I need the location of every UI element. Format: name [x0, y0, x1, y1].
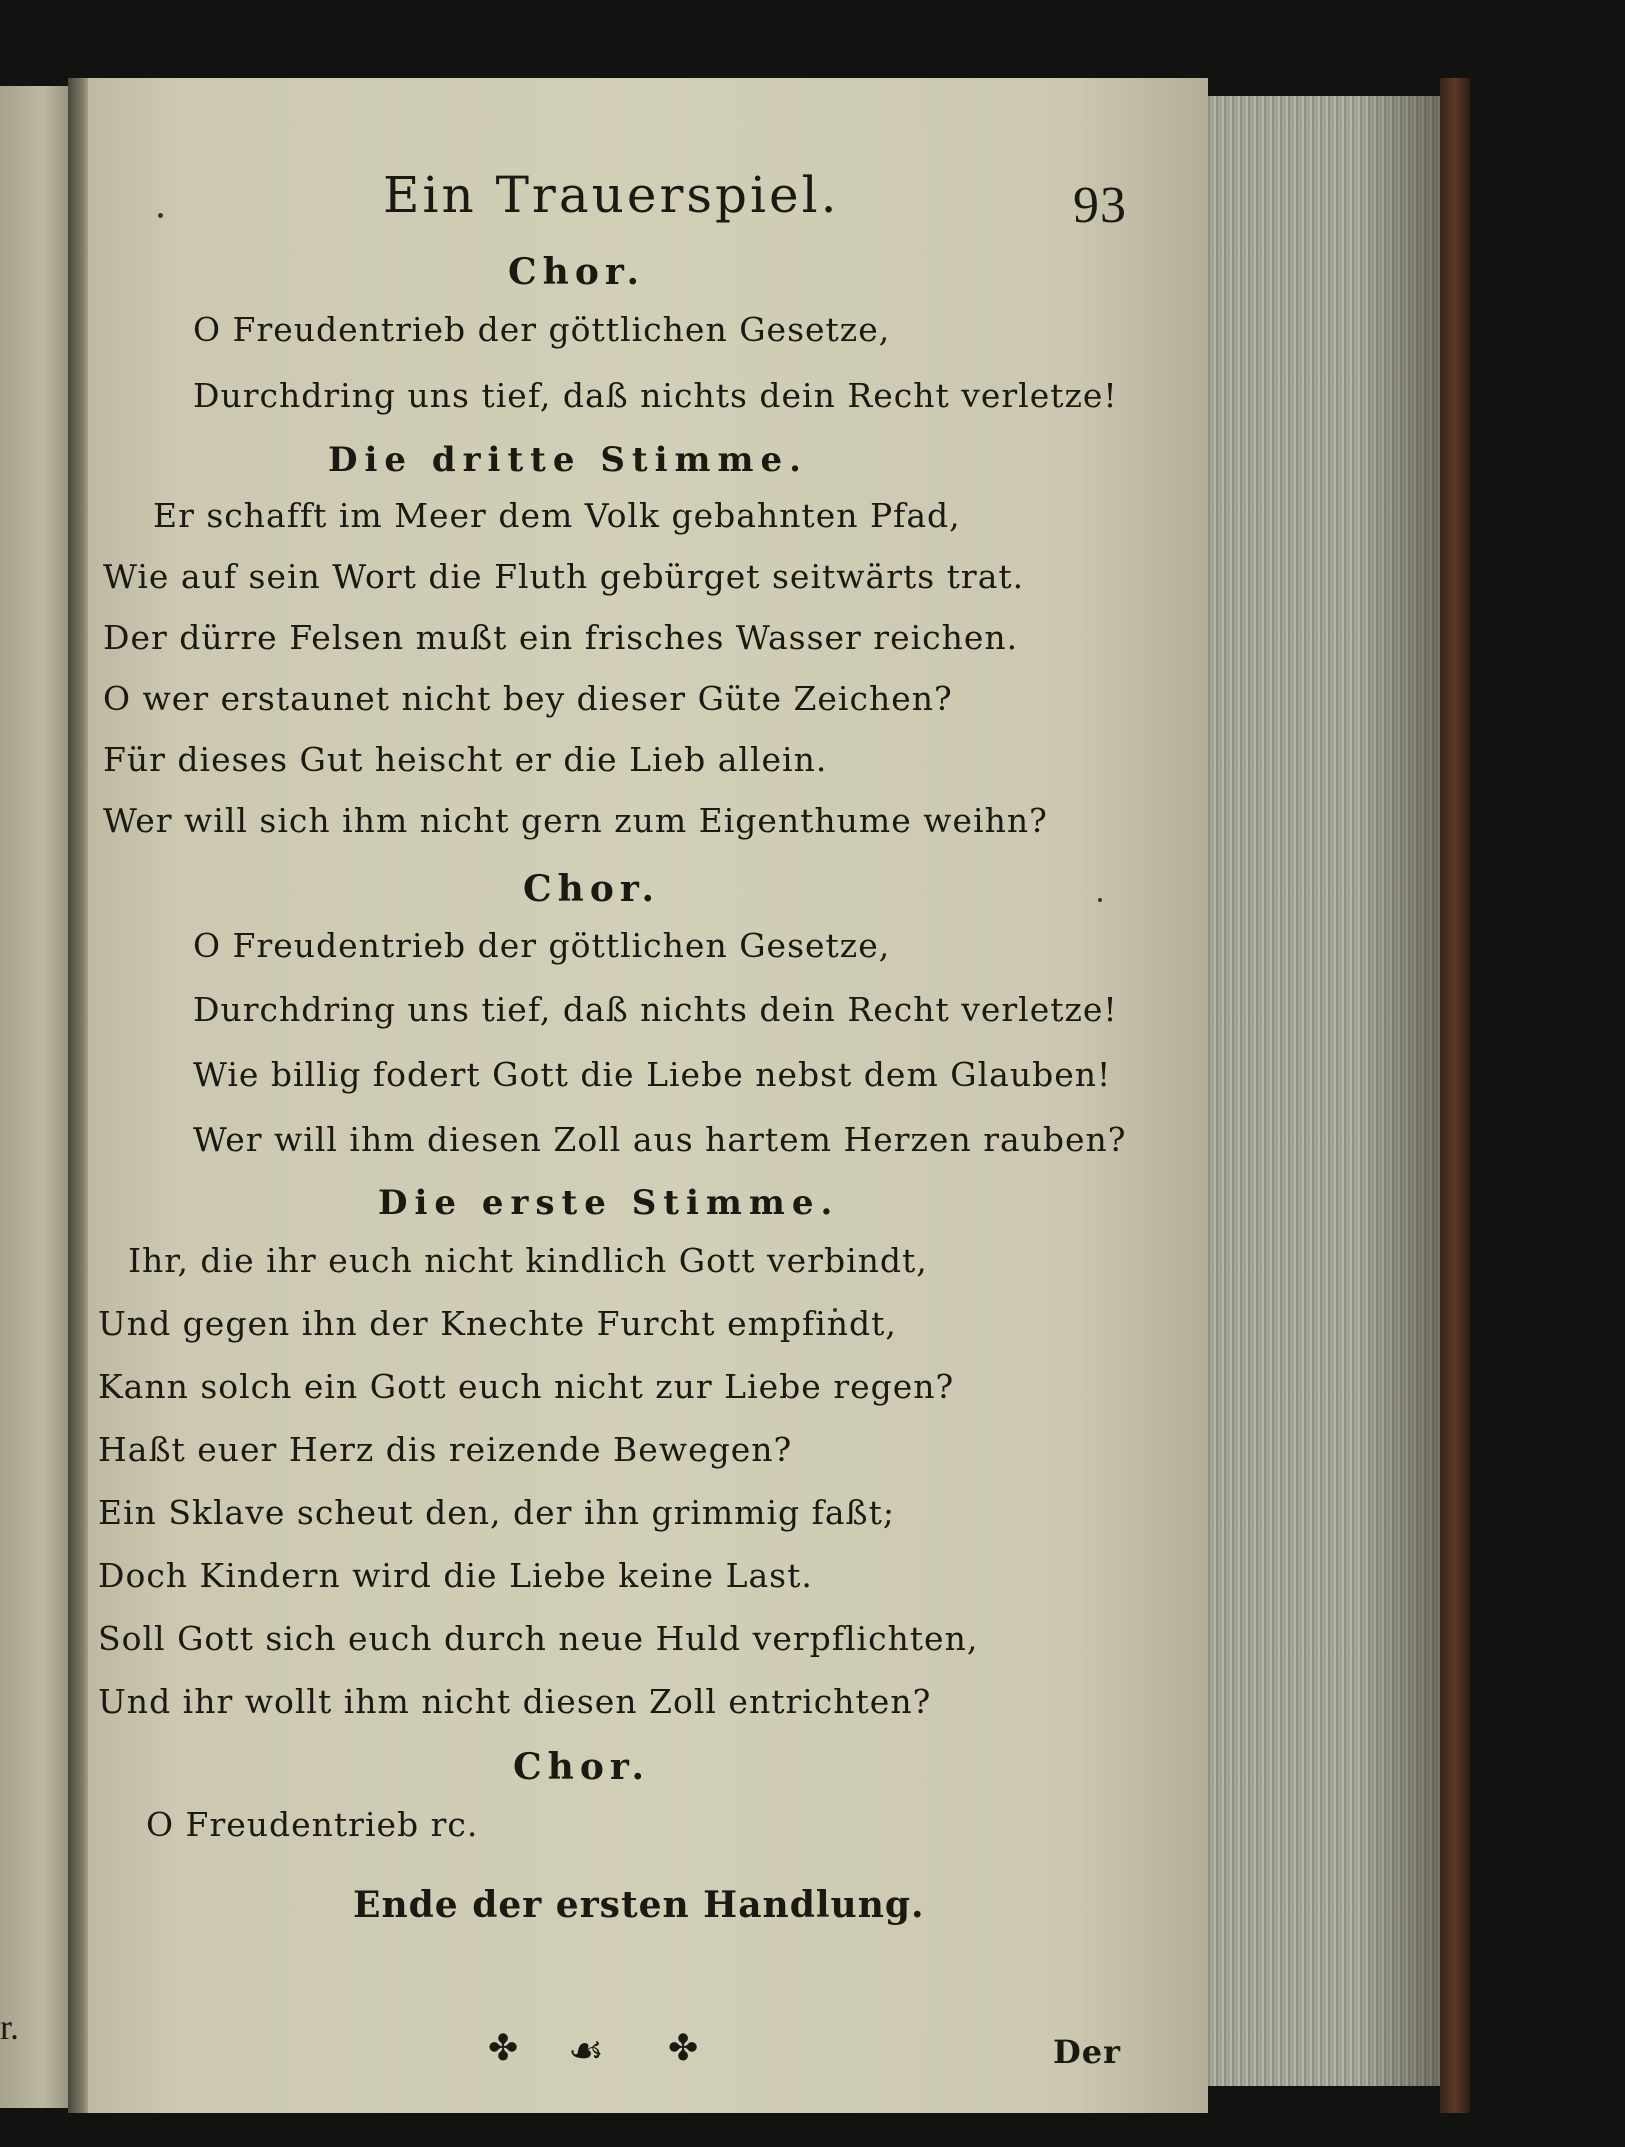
book-spread [0, 78, 1470, 2113]
verse-line: Durchdring uns tief, daß nichts dein Recht verletze! [193, 376, 1118, 415]
verse-line: Und ihr wollt ihm nicht diesen Zoll entrichten? [98, 1682, 932, 1721]
verse-line: Ein Sklave scheut den, der ihn grimmig faßt; [98, 1493, 895, 1532]
verse-line: Doch Kindern wird die Liebe keine Last. [98, 1556, 813, 1595]
speaker-heading: Chor. [513, 1746, 651, 1788]
verse-line: Kann solch ein Gott euch nicht zur Liebe regen? [98, 1367, 955, 1406]
book-page [88, 78, 1208, 2113]
paper-speck [158, 213, 163, 218]
verse-line: Der dürre Felsen mußt ein frisches Wasser reichen. [103, 618, 1019, 657]
previous-page-edge [0, 86, 78, 2108]
speaker-heading: Die erste Stimme. [378, 1183, 840, 1223]
running-title: Ein Trauerspiel. [383, 166, 840, 224]
verse-line: Haßt euer Herz dis reizende Bewegen? [98, 1430, 793, 1469]
verse-line: O Freudentrieb der göttlichen Gesetze, [193, 926, 891, 965]
verse-line: Für dieses Gut heischt er die Lieb allein. [103, 740, 828, 779]
speaker-heading: Die dritte Stimme. [328, 440, 808, 480]
speaker-heading: Chor. [508, 251, 646, 293]
verse-line: Wer will ihm diesen Zoll aus hartem Herzen rauben? [193, 1120, 1127, 1159]
page-edges [1205, 96, 1445, 2086]
verse-line: Soll Gott sich euch durch neue Huld verpflichten, [98, 1619, 979, 1658]
book-cover-edge [1440, 78, 1470, 2113]
page-number: 93 [1073, 177, 1127, 234]
speaker-heading: Chor. [523, 868, 661, 910]
verse-line: Er schafft im Meer dem Volk gebahnten Pfad, [153, 496, 961, 535]
verse-line: Wie billig fodert Gott die Liebe nebst dem Glauben! [193, 1055, 1112, 1094]
fleuron-ornament: ☙ [568, 2028, 604, 2074]
verse-line: Wer will sich ihm nicht gern zum Eigenthume weihn? [103, 801, 1048, 840]
verse-line: O Freudentrieb der göttlichen Gesetze, [193, 310, 891, 349]
verse-line: Durchdring uns tief, daß nichts dein Recht verletze! [193, 990, 1118, 1029]
catchword: Der [1053, 2033, 1121, 2071]
verse-line: O Freudentrieb rc. [146, 1805, 479, 1844]
verse-line: O wer erstaunet nicht bey dieser Güte Zeichen? [103, 679, 953, 718]
fleuron-ornament: ✤ [488, 2028, 519, 2069]
act-end-line: Ende der ersten Handlung. [353, 1884, 925, 1926]
verse-line: Wie auf sein Wort die Fluth gebürget seitwärts trat. [103, 557, 1025, 596]
verse-line: Und gegen ihn der Knechte Furcht empfindt, [98, 1304, 897, 1343]
previous-page-fragment: r. [0, 2007, 20, 2047]
verse-line: Ihr, die ihr euch nicht kindlich Gott verbindt, [128, 1241, 928, 1280]
fleuron-ornament: ✤ [668, 2028, 699, 2069]
paper-speck [1098, 898, 1102, 902]
